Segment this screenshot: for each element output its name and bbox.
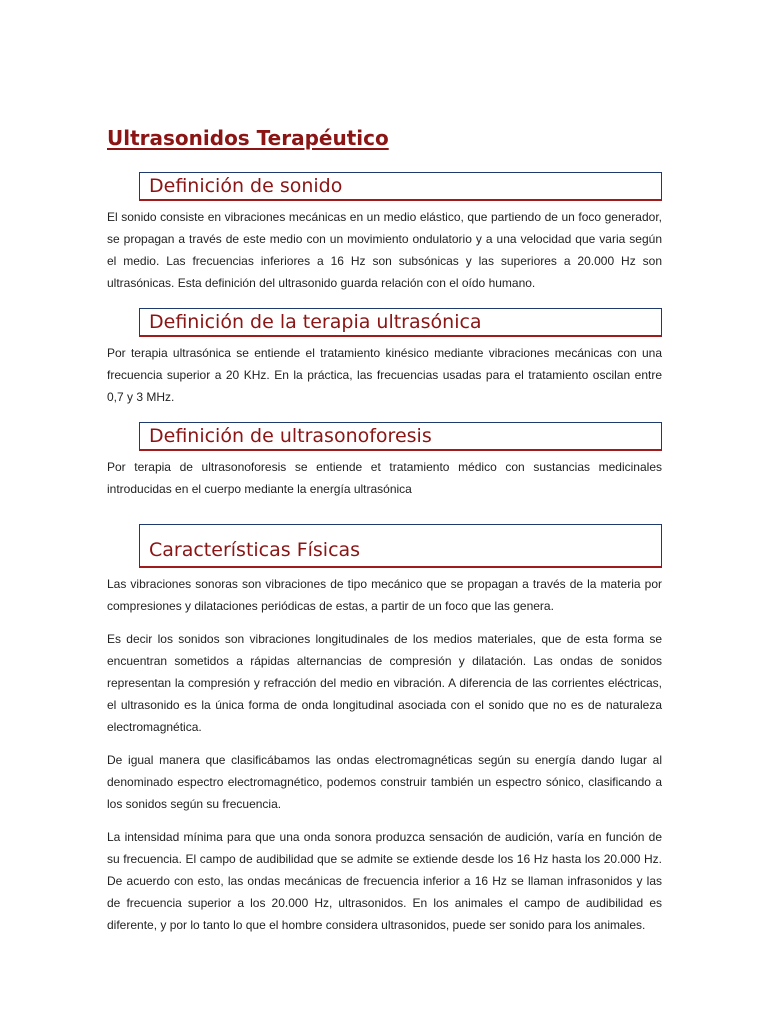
section-definicion-sonido xyxy=(107,172,662,308)
paragraph: Por terapia de ultrasonoforesis se entiende et tratamiento médico con sustancias medicinales introducidas en el cuerpo mediante la energía ultrasónica xyxy=(107,460,662,496)
paragraph: La intensidad mínima para que una onda sonora produzca sensación de audición, varía en función de su frecuencia. El campo de audibilidad que se admite se extiende desde los 16 Hz hasta los 20.000 Hz. De acuerdo con esto, las ondas mecánicas de frecuencia inferior a 16 Hz se llaman infrasonidos y las de frecuencia superior a los 20.000 Hz, ultrasonidos. En los animales el campo de audibilidad es diferente, y por lo tanto lo que el hombre considera ultrasonidos, puede ser sonido para los animales. xyxy=(107,830,662,932)
paragraph: El sonido consiste en vibraciones mecánicas en un medio elástico, que partiendo de un foco generador, se propagan a través de este medio con un movimiento ondulatorio y a una velocidad que varia según el medio. Las frecuencias inferiores a 16 Hz son subsónicas y las superiores a 20.000 Hz son ultrasónicas. Esta definición del ultrasonido guarda relación con el oído humano. xyxy=(107,210,662,290)
paragraph: Es decir los sonidos son vibraciones longitudinales de los medios materiales, que de esta forma se encuentran sometidos a rápidas alternancias de compresión y dilatación. Las ondas de sonidos representan la compresión y refracción del medio en vibración. A diferencia de las corrientes eléctricas, el ultrasonido es la única forma de onda longitudinal asociada con el sonido que no es de naturaleza electromagnética. xyxy=(107,632,662,734)
section-definicion-ultrasonoforesis xyxy=(107,422,662,524)
document-title: Ultrasonidos Terapéutico xyxy=(107,126,389,150)
section-caracteristicas-fisicas xyxy=(107,524,662,936)
section-heading: Definición de ultrasonoforesis xyxy=(139,422,662,451)
paragraph: De igual manera que clasificábamos las ondas electromagnéticas según su energía dando lugar al denominado espectro electromagnético, podemos construir también un espectro sónico, clasificando a los sonidos según su frecuencia. xyxy=(107,753,662,811)
section-heading: Definición de sonido xyxy=(139,172,662,201)
section-definicion-terapia xyxy=(107,308,662,422)
section-heading: Definición de la terapia ultrasónica xyxy=(139,308,662,337)
section-heading: Características Físicas xyxy=(139,524,662,568)
paragraph: Por terapia ultrasónica se entiende el tratamiento kinésico mediante vibraciones mecánicas con una frecuencia superior a 20 KHz. En la práctica, las frecuencias usadas para el tratamiento oscilan entre 0,7 y 3 MHz. xyxy=(107,346,662,404)
paragraph: Las vibraciones sonoras son vibraciones de tipo mecánico que se propagan a través de la materia por compresiones y dilataciones periódicas de estas, a partir de un foco que las genera. xyxy=(107,577,662,613)
document-page xyxy=(107,124,662,936)
